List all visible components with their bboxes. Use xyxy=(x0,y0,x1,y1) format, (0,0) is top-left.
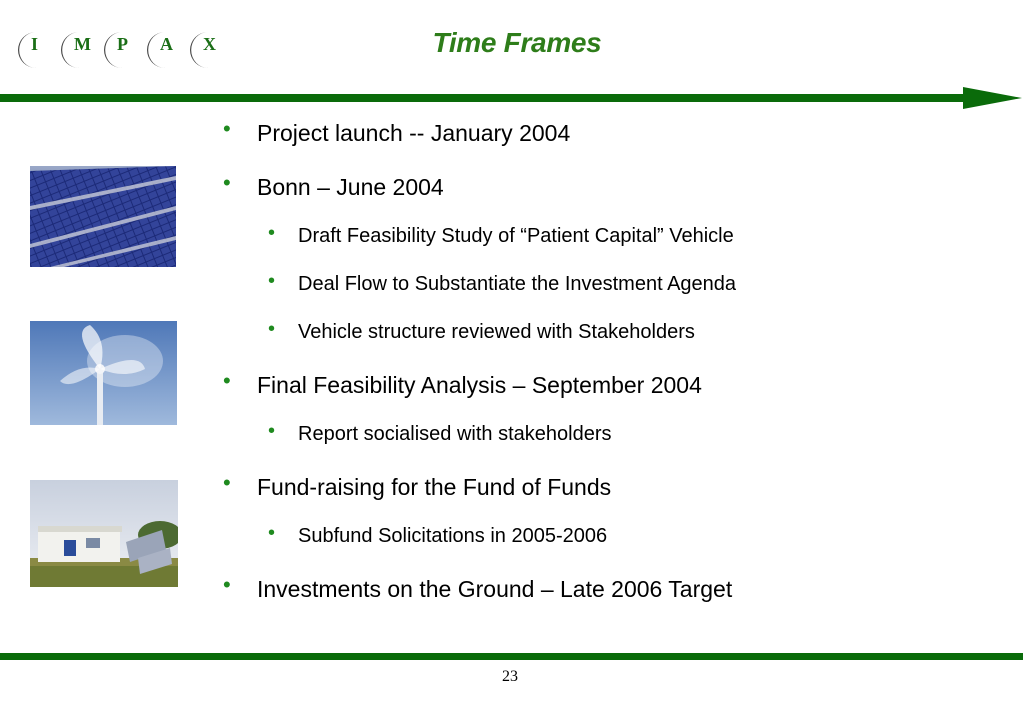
wind-turbine-photo xyxy=(30,321,177,425)
sub-bullet-item xyxy=(268,222,734,248)
bullet-marker: • xyxy=(223,368,231,393)
bullet-item xyxy=(223,170,444,201)
bullet-marker: • xyxy=(223,170,231,195)
bullet-marker: • xyxy=(223,572,231,597)
bullet-item xyxy=(223,368,702,399)
bullet-marker: • xyxy=(268,222,276,244)
bullet-text: Bonn – June 2004 xyxy=(257,174,444,200)
bullet-marker: • xyxy=(268,318,276,340)
bullet-marker: • xyxy=(268,270,276,292)
solar-building-photo xyxy=(30,480,178,587)
sub-bullet-item xyxy=(268,270,737,296)
logo-letter-a: A xyxy=(143,28,183,72)
sub-bullet-item xyxy=(268,522,608,548)
bullet-marker: • xyxy=(268,522,276,544)
logo-letter-p: P xyxy=(100,28,140,72)
bullet-item xyxy=(223,470,612,501)
sub-bullet-item xyxy=(268,420,612,446)
bullet-item xyxy=(223,572,733,603)
solar-panels-photo xyxy=(30,166,176,267)
bullet-item xyxy=(223,116,571,147)
bullet-text: Deal Flow to Substantiate the Investment Agenda xyxy=(298,273,737,295)
bullet-text: Subfund Solicitations in 2005-2006 xyxy=(298,525,608,547)
bullet-text: Report socialised with stakeholders xyxy=(298,423,612,445)
impax-logo xyxy=(14,28,234,72)
logo-letter-x: X xyxy=(186,28,226,72)
bullet-text: Vehicle structure reviewed with Stakeholders xyxy=(298,321,695,343)
logo-letter-m: M xyxy=(57,28,97,72)
footer-rule xyxy=(0,653,1023,660)
bullet-marker: • xyxy=(223,116,231,141)
bullet-marker: • xyxy=(223,470,231,495)
bullet-marker: • xyxy=(268,420,276,442)
header-arrow-rule xyxy=(0,86,1023,112)
bullet-text: Final Feasibility Analysis – September 2004 xyxy=(257,372,702,398)
page-number: 23 xyxy=(502,668,518,685)
bullet-text: Draft Feasibility Study of “Patient Capital” Vehicle xyxy=(298,225,734,247)
bullet-text: Investments on the Ground – Late 2006 Target xyxy=(257,576,733,602)
page-title: Time Frames xyxy=(432,27,602,58)
bullet-text: Project launch -- January 2004 xyxy=(257,120,571,146)
logo-letter-i: I xyxy=(14,28,54,72)
bullet-text: Fund-raising for the Fund of Funds xyxy=(257,474,612,500)
sub-bullet-item xyxy=(268,318,695,344)
